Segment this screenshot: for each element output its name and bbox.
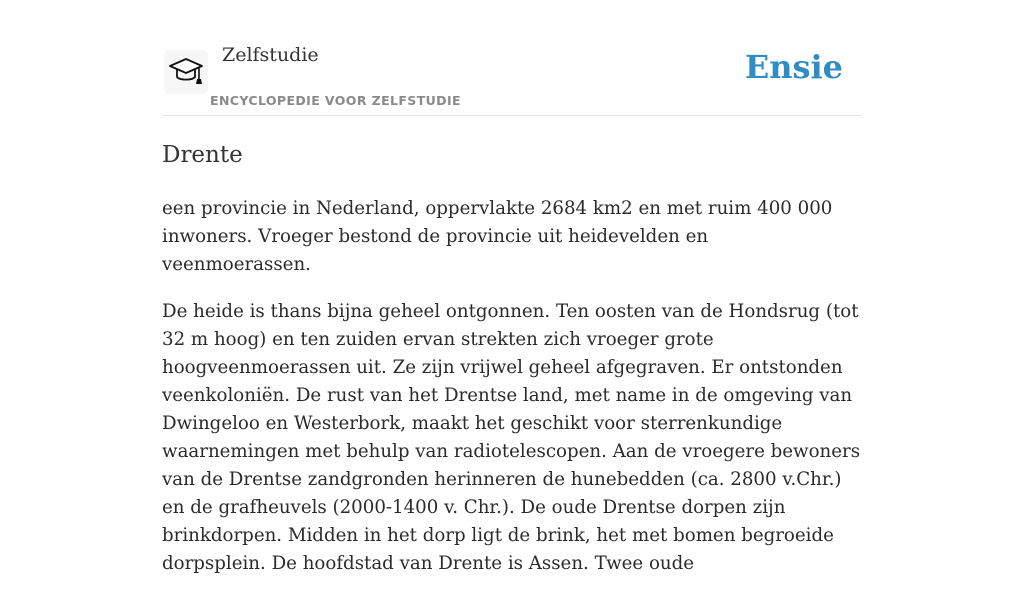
site-name-link[interactable]: Zelfstudie [222, 44, 319, 66]
article-body [162, 195, 862, 578]
site-logo[interactable] [164, 50, 208, 94]
article-paragraph: een provincie in Nederland, oppervlakte 2684 km2 en met ruim 400 000 inwoners. Vroeger bestond de provincie uit heidevelden en veenmoerassen. [162, 198, 833, 275]
site-header [162, 0, 862, 116]
content-container [162, 0, 862, 597]
graduation-cap-icon [168, 56, 204, 88]
article-title: Drente [162, 142, 243, 168]
site-tagline: ENCYCLOPEDIE VOOR ZELFSTUDIE [210, 93, 461, 108]
ensie-brand-link[interactable]: Ensie [744, 48, 843, 86]
article-paragraph: De heide is thans bijna geheel ontgonnen. Ten oosten van de Hondsrug (tot 32 m hoog) en ten zuiden ervan strekten zich vroeger grote hoogveenmoerassen uit. Ze zijn vrijwel geheel afgegraven. Er ontstonden veenkoloniën. De rust van het Drentse land, met name in de omgeving van Dwingeloo en Westerbork, maakt het geschikt voor sterrenkundige waarnemingen met behulp van radiotelescopen. Aan de vroegere bewoners van de Drentse zandgronden herinneren de hunebedden (ca. 2800 v.Chr.) en de grafheuvels (2000-1400 v. Chr.). De oude Drentse dorpen zijn brinkdorpen. Midden in het dorp ligt de brink, het met bomen begroeide dorpsplein. De hoofdstad van Drente is Assen. Twee oude [162, 301, 861, 574]
